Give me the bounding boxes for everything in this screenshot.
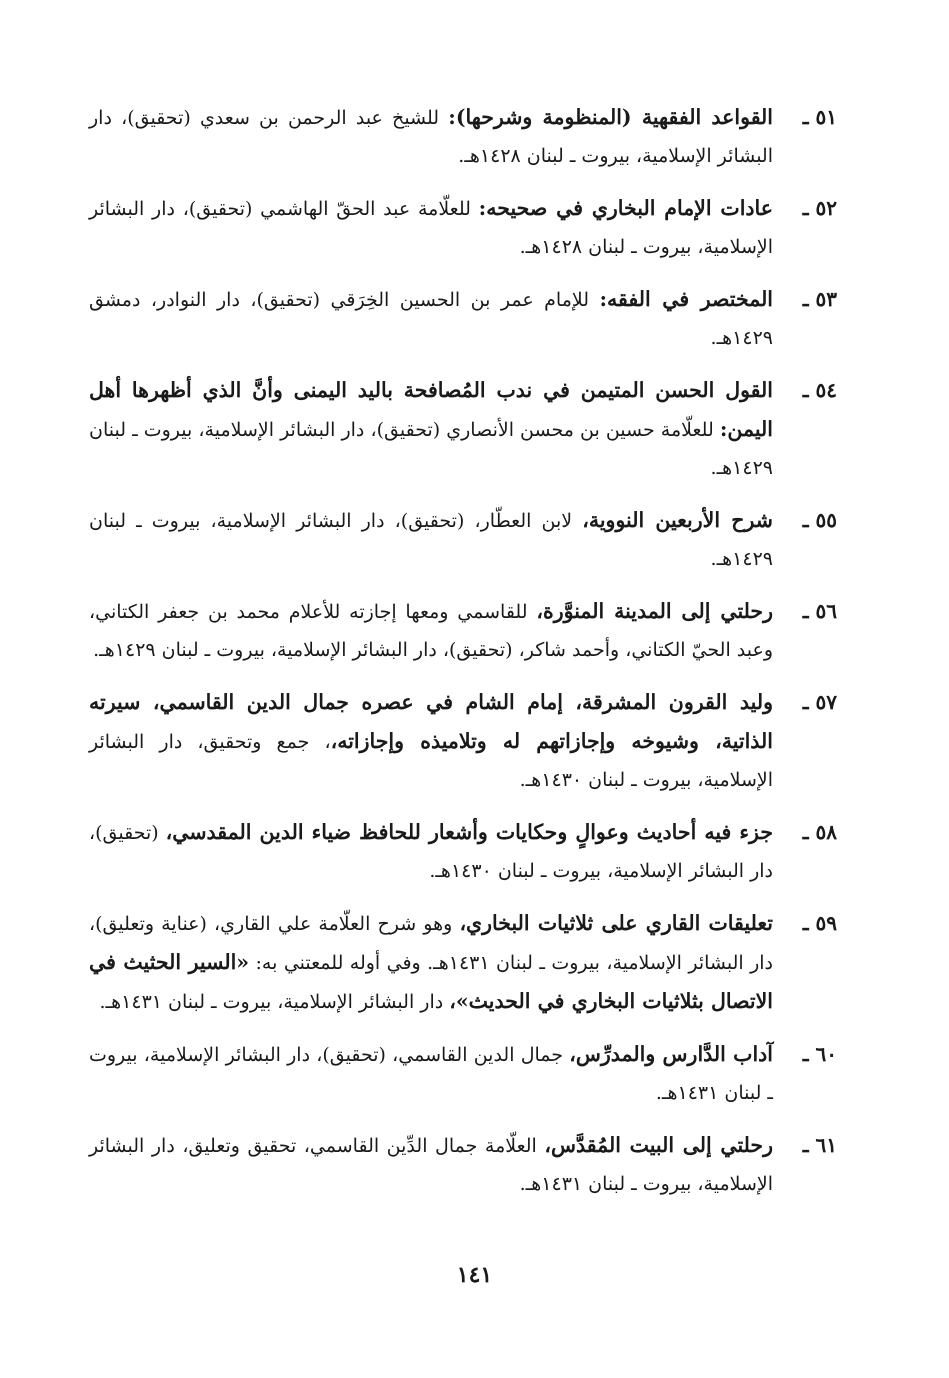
page-number: ١٤١ <box>456 1262 493 1288</box>
entry-details: وهو شرح العلّامة علي القاري، (عناية وتعليق)، دار البشائر الإسلامية، بيروت ـ لبنان ١٤٣١هـ. وفي أوله للمعتني به: <box>89 913 773 974</box>
entry-details: للعلّامة حسين بن محسن الأنصاري (تحقيق)، دار البشائر الإسلامية، بيروت ـ لبنان ١٤٢٩هـ. <box>89 419 773 479</box>
list-item <box>89 592 837 669</box>
entry-title: المختصر في الفقه: <box>599 287 774 311</box>
entry-number: ٥٤ ـ <box>802 378 837 402</box>
list-item <box>89 904 837 1021</box>
entry-number: ٥٦ ـ <box>802 599 837 623</box>
entry-title: رحلتي إلى البيت المُقدَّس، <box>544 1133 773 1157</box>
entry-number: ٦١ ـ <box>802 1133 837 1157</box>
entry-title: وليد القرون المشرقة، إمام الشام في عصره جمال الدين القاسمي، سيرته الذاتية، وشيوخه وإجازاتهم له وتلاميذه وإجازاته، <box>89 690 773 753</box>
list-item <box>89 98 837 175</box>
entry-number: ٦٠ ـ <box>802 1042 837 1066</box>
entry-number: ٥٧ ـ <box>802 690 837 714</box>
entry-details: ، جمع وتحقيق، دار البشائر الإسلامية، بيروت ـ لبنان ١٤٣٠هـ. <box>89 731 773 791</box>
list-item <box>89 683 837 799</box>
entry-details: للإمام عمر بن الحسين الخِرَقي (تحقيق)، دار النوادر، دمشق ١٤٢٩هـ. <box>89 289 773 349</box>
entry-details: للعلّامة عبد الحقّ الهاشمي (تحقيق)، دار البشائر الإسلامية، بيروت ـ لبنان ١٤٢٨هـ. <box>89 198 773 258</box>
entry-number: ٥٨ ـ <box>802 820 837 844</box>
entry-number: ٥٩ ـ <box>802 911 837 935</box>
list-item <box>89 1035 837 1112</box>
list-item <box>89 813 837 890</box>
entry-title: القول الحسن المتيمن في ندب المُصافحة باليد اليمنى وأنَّ الذي أظهرها أهل اليمن: <box>89 378 773 441</box>
entry-details: للشيخ عبد الرحمن بن سعدي (تحقيق)، دار البشائر الإسلامية، بيروت ـ لبنان ١٤٢٨هـ. <box>89 107 773 167</box>
list-item <box>89 501 837 578</box>
list-item <box>89 371 837 487</box>
entry-number: ٥٢ ـ <box>802 196 837 220</box>
entry-title: آداب الدَّارس والمدرِّس، <box>569 1042 773 1066</box>
entry-details: العلّامة جمال الدِّين القاسمي، تحقيق وتعليق، دار البشائر الإسلامية، بيروت ـ لبنان ١٤٣١هـ. <box>89 1135 773 1195</box>
entry-number: ٥١ ـ <box>802 105 837 129</box>
entry-number: ٥٣ ـ <box>802 287 837 311</box>
entry-number: ٥٥ ـ <box>802 508 837 532</box>
entry-title: القواعد الفقهية (المنظومة وشرحها): <box>448 105 774 129</box>
entry-title: رحلتي إلى المدينة المنوَّرة، <box>536 599 774 623</box>
entry-title: جزء فيه أحاديث وعوالٍ وحكايات وأشعار للحافظ ضياء الدين المقدسي، <box>165 820 773 844</box>
entry-details-extra: دار البشائر الإسلامية، بيروت ـ لبنان ١٤٣١هـ. <box>99 991 450 1013</box>
entry-details: (تحقيق)، دار البشائر الإسلامية، بيروت ـ لبنان ١٤٣٠هـ. <box>89 822 773 882</box>
entry-title: عادات الإمام البخاري في صحيحه: <box>478 196 774 220</box>
list-item <box>89 1126 837 1203</box>
entry-details: جمال الدين القاسمي، (تحقيق)، دار البشائر الإسلامية، بيروت ـ لبنان ١٤٣١هـ. <box>89 1044 773 1104</box>
bibliography-list <box>89 98 837 1217</box>
entry-subtitle: «السير الحثيث في الاتصال بثلاثيات البخاري في الحديث»، <box>89 950 773 1013</box>
list-item <box>89 280 837 357</box>
entry-title: شرح الأربعين النووية، <box>582 508 773 532</box>
list-item <box>89 189 837 266</box>
entry-title: تعليقات القاري على ثلاثيات البخاري، <box>459 911 773 935</box>
entry-details: للقاسمي ومعها إجازته للأعلام محمد بن جعفر الكتاني، وعبد الحيّ الكتاني، وأحمد شاكر، (تحقيق)، دار البشائر الإسلامية، بيروت ـ لبنان ١٤٢٩هـ. <box>89 601 773 661</box>
entry-details: لابن العطّار، (تحقيق)، دار البشائر الإسلامية، بيروت ـ لبنان ١٤٢٩هـ. <box>89 510 773 570</box>
